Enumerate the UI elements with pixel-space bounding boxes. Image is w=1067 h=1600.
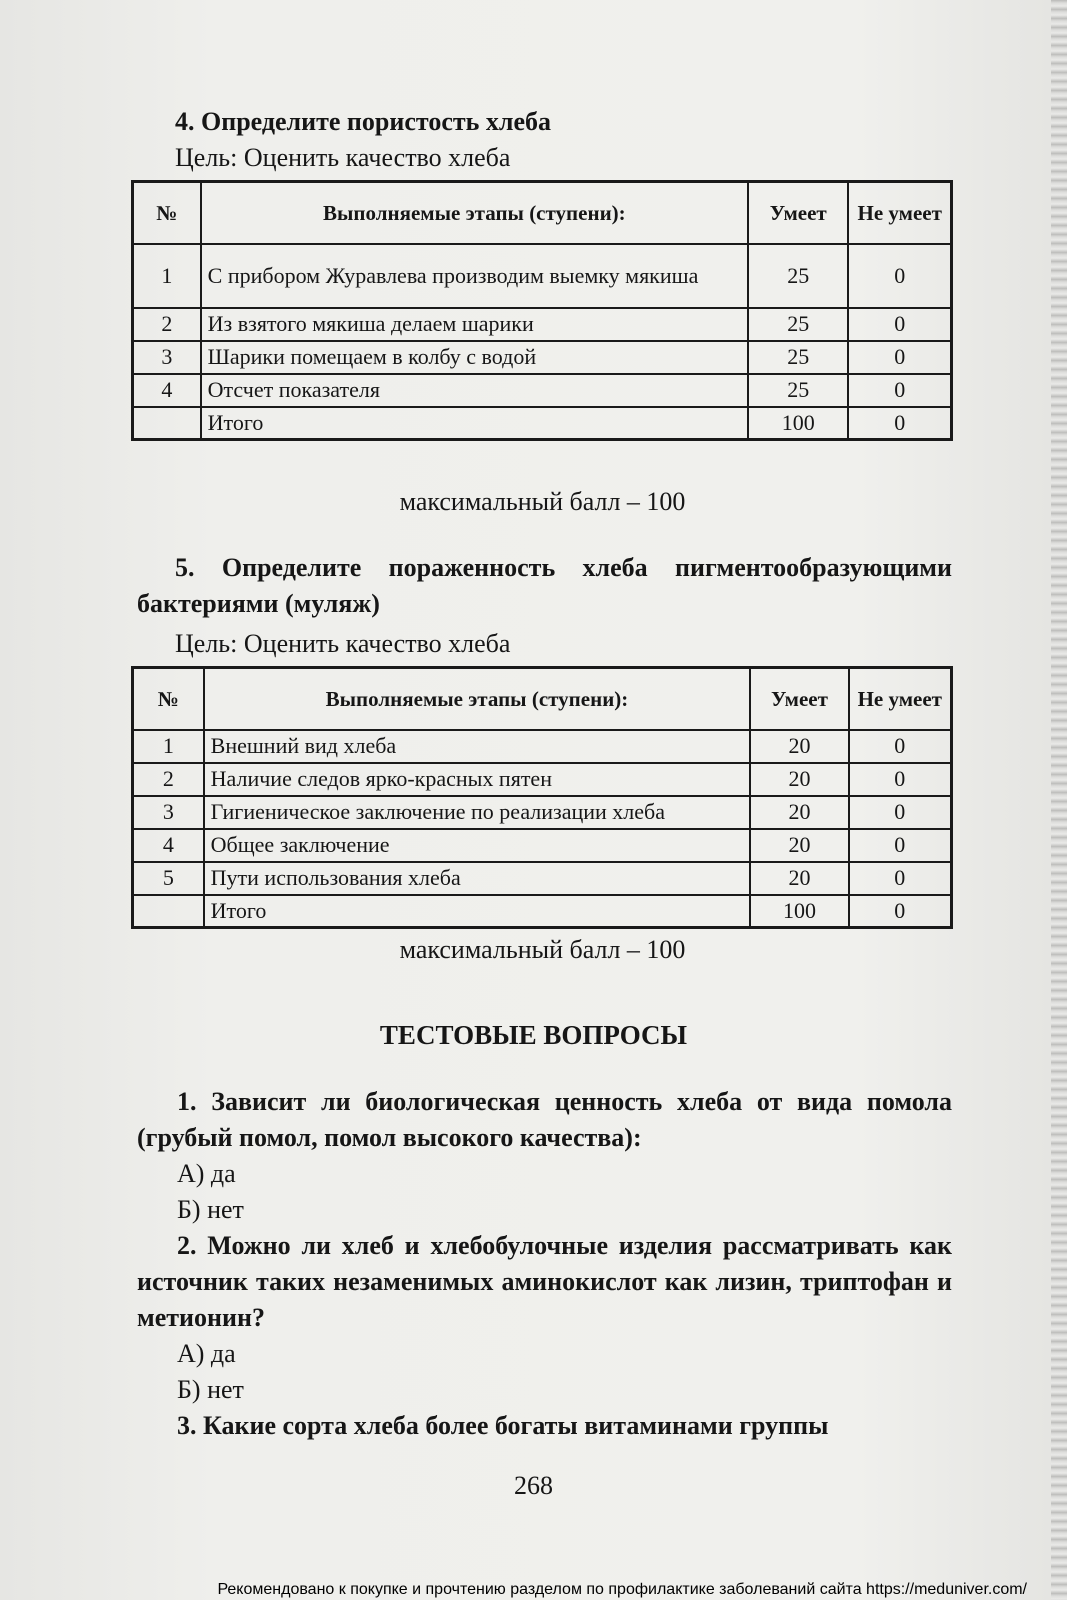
col-can-header: Умеет bbox=[750, 668, 848, 730]
section5-goal: Цель: Оценить качество хлеба bbox=[175, 629, 511, 658]
row-number: 3 bbox=[133, 341, 201, 374]
row-cannot: 0 bbox=[849, 895, 952, 928]
section5-table bbox=[131, 666, 953, 929]
col-cannot-header: Не умеет bbox=[849, 668, 952, 730]
table-row bbox=[133, 244, 952, 308]
table-header-row bbox=[133, 182, 952, 244]
row-number: 1 bbox=[133, 244, 201, 308]
question-1-answer-b: Б) нет bbox=[177, 1195, 244, 1224]
row-can: 20 bbox=[750, 862, 848, 895]
row-cannot: 0 bbox=[848, 374, 951, 407]
row-can: 25 bbox=[748, 341, 848, 374]
row-cannot: 0 bbox=[849, 796, 952, 829]
row-step: Из взятого мякиша делаем шарики bbox=[201, 308, 748, 341]
table-header-row bbox=[133, 668, 952, 730]
question-1: 1. Зависит ли биологическая ценность хлеба от вида помола (грубый помол, помол высокого качества): bbox=[137, 1087, 952, 1152]
section4-max-score: максимальный балл – 100 bbox=[399, 487, 686, 516]
row-number: 4 bbox=[133, 374, 201, 407]
row-number: 1 bbox=[133, 730, 204, 763]
row-can: 20 bbox=[750, 796, 848, 829]
row-can: 100 bbox=[748, 407, 848, 440]
row-number bbox=[133, 407, 201, 440]
row-step: С прибором Журавлева производим выемку мякиша bbox=[201, 244, 748, 308]
row-number: 2 bbox=[133, 308, 201, 341]
row-step: Шарики помещаем в колбу с водой bbox=[201, 341, 748, 374]
tests-title: ТЕСТОВЫЕ ВОПРОСЫ bbox=[379, 1020, 688, 1050]
row-cannot: 0 bbox=[849, 829, 952, 862]
col-number-header: № bbox=[133, 668, 204, 730]
col-steps-header: Выполняемые этапы (ступени): bbox=[201, 182, 748, 244]
col-cannot-header: Не умеет bbox=[848, 182, 951, 244]
table-row bbox=[133, 308, 952, 341]
row-can: 20 bbox=[750, 829, 848, 862]
row-cannot: 0 bbox=[849, 862, 952, 895]
row-can: 25 bbox=[748, 308, 848, 341]
row-number: 3 bbox=[133, 796, 204, 829]
row-number: 4 bbox=[133, 829, 204, 862]
table-row bbox=[133, 730, 952, 763]
row-cannot: 0 bbox=[848, 407, 951, 440]
section5-max-score: максимальный балл – 100 bbox=[399, 935, 686, 964]
question-2-answer-b: Б) нет bbox=[177, 1375, 244, 1404]
row-can: 25 bbox=[748, 374, 848, 407]
page-edge bbox=[1051, 0, 1067, 1600]
footer-note: Рекомендовано к покупке и прочтению разделом по профилактике заболеваний сайта https://meduniver.com/ bbox=[217, 1581, 1027, 1598]
row-step: Итого bbox=[201, 407, 748, 440]
question-3: 3. Какие сорта хлеба более богаты витаминами группы bbox=[177, 1411, 829, 1440]
section4-goal: Цель: Оценить качество хлеба bbox=[175, 143, 511, 172]
row-cannot: 0 bbox=[848, 341, 951, 374]
table-row bbox=[133, 862, 952, 895]
question-1-answer-a: А) да bbox=[177, 1159, 236, 1188]
row-number: 5 bbox=[133, 862, 204, 895]
row-step: Общее заключение bbox=[204, 829, 751, 862]
row-number bbox=[133, 895, 204, 928]
table-row bbox=[133, 763, 952, 796]
row-can: 20 bbox=[750, 763, 848, 796]
col-number-header: № bbox=[133, 182, 201, 244]
table-row bbox=[133, 341, 952, 374]
row-step: Внешний вид хлеба bbox=[204, 730, 751, 763]
section4-table bbox=[131, 180, 953, 441]
row-can: 20 bbox=[750, 730, 848, 763]
question-2: 2. Можно ли хлеб и хлебобулочные изделия рассматривать как источник таких незаменимых аминокислот как лизин, триптофан и метионин? bbox=[137, 1231, 952, 1332]
table-total-row bbox=[133, 895, 952, 928]
table-row bbox=[133, 796, 952, 829]
row-cannot: 0 bbox=[848, 308, 951, 341]
col-steps-header: Выполняемые этапы (ступени): bbox=[204, 668, 751, 730]
page-number: 268 bbox=[514, 1471, 553, 1500]
row-step: Пути использования хлеба bbox=[204, 862, 751, 895]
table-row bbox=[133, 829, 952, 862]
table-total-row bbox=[133, 407, 952, 440]
question-2-answer-a: А) да bbox=[177, 1339, 236, 1368]
row-step: Итого bbox=[204, 895, 751, 928]
row-number: 2 bbox=[133, 763, 204, 796]
row-cannot: 0 bbox=[849, 763, 952, 796]
row-can: 100 bbox=[750, 895, 848, 928]
row-step: Отсчет показателя bbox=[201, 374, 748, 407]
table-row bbox=[133, 374, 952, 407]
row-can: 25 bbox=[748, 244, 848, 308]
row-step: Гигиеническое заключение по реализации хлеба bbox=[204, 796, 751, 829]
section4-heading: 4. Определите пористость хлеба bbox=[175, 107, 552, 136]
row-step: Наличие следов ярко-красных пятен bbox=[204, 763, 751, 796]
row-cannot: 0 bbox=[849, 730, 952, 763]
col-can-header: Умеет bbox=[748, 182, 848, 244]
section5-heading: 5. Определите пораженность хлеба пигментообразующими бактериями (муляж) bbox=[137, 553, 952, 618]
row-cannot: 0 bbox=[848, 244, 951, 308]
